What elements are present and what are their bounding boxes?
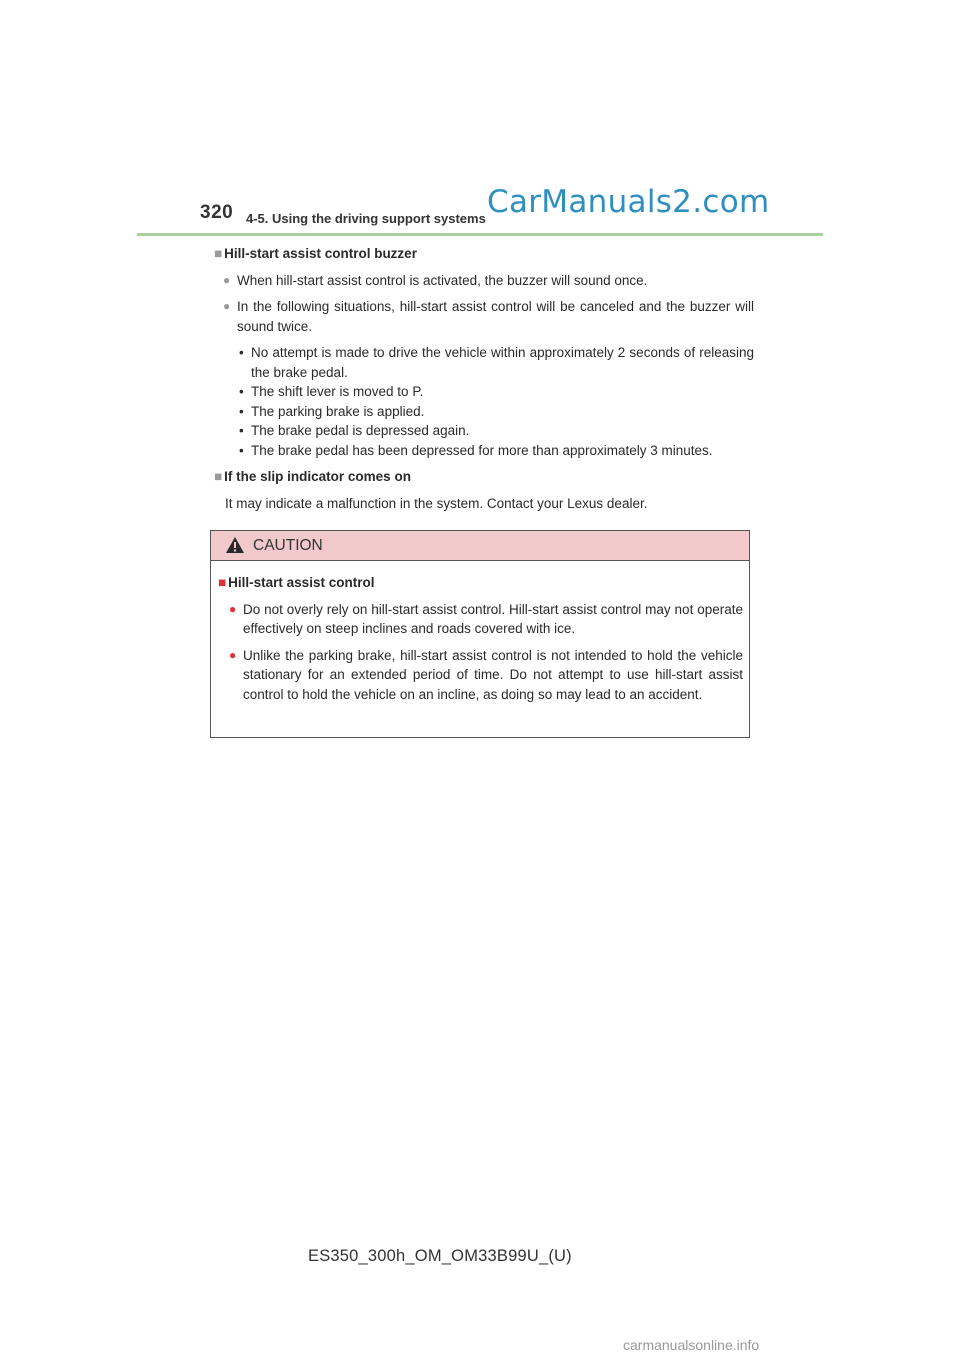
circle-bullet-icon: ● [229,647,237,662]
sub-list-item: • The brake pedal has been depressed for more than approximately 3 minutes. [214,441,754,461]
sub-list-item: • The parking brake is applied. [214,402,754,422]
caution-heading: ■ Hill-start assist control [218,575,375,590]
footer-code: ES350_300h_OM_OM33B99U_(U) [308,1247,572,1265]
dot-bullet-icon: • [239,384,244,399]
sub-list [214,343,754,460]
caution-label: CAUTION [253,537,323,554]
section-title: 4-5. Using the driving support systems [246,211,486,226]
dot-bullet-icon: • [239,423,244,438]
square-bullet-icon: ■ [214,469,223,484]
dot-bullet-icon: • [239,442,244,458]
page-number: 320 [200,202,234,223]
sub-list-item: • The brake pedal is depressed again. [214,421,754,441]
warning-triangle-icon [225,536,245,559]
section-heading-slip-indicator: ■ If the slip indicator comes on [214,469,411,484]
caution-bullet-item: ● Do not overly rely on hill-start assist control. Hill-start assist control may not operate effectively on steep inclines and roads covered with ice. [229,601,743,636]
square-bullet-icon: ■ [218,575,227,590]
square-bullet-icon: ■ [214,246,223,261]
sub-list-item: • No attempt is made to drive the vehicle within approximately 2 seconds of releasing the brake pedal. [239,345,754,380]
bullet-item: ● In the following situations, hill-start assist control will be canceled and the buzzer will sound twice. [223,299,754,334]
header-rule [137,233,823,236]
section-heading-buzzer: ■ Hill-start assist control buzzer [214,246,417,261]
circle-bullet-icon: ● [223,272,231,287]
caution-bullet-item: ● Unlike the parking brake, hill-start assist control is not intended to hold the vehicle stationary for an extended period of time. Do not attempt to use hill-start assist control to hold the vehicle on an incline, as doing so may lead to an accident. [229,647,743,702]
circle-bullet-icon: ● [229,601,237,616]
dot-bullet-icon: • [239,345,244,360]
dot-bullet-icon: • [239,403,244,419]
main-content [214,244,754,520]
watermark-bottom: carmanualsonline.info [623,1337,760,1353]
circle-bullet-icon: ● [223,299,231,313]
caution-body [211,561,749,704]
caution-header [211,531,749,561]
caution-box [210,530,750,738]
bullet-item: ● When hill-start assist control is activated, the buzzer will sound once. [214,271,754,291]
watermark-top: CarManuals2.com [487,184,770,220]
paragraph: It may indicate a malfunction in the system. Contact your Lexus dealer. [225,495,648,511]
sub-list-item: • The shift lever is moved to P. [214,382,754,402]
